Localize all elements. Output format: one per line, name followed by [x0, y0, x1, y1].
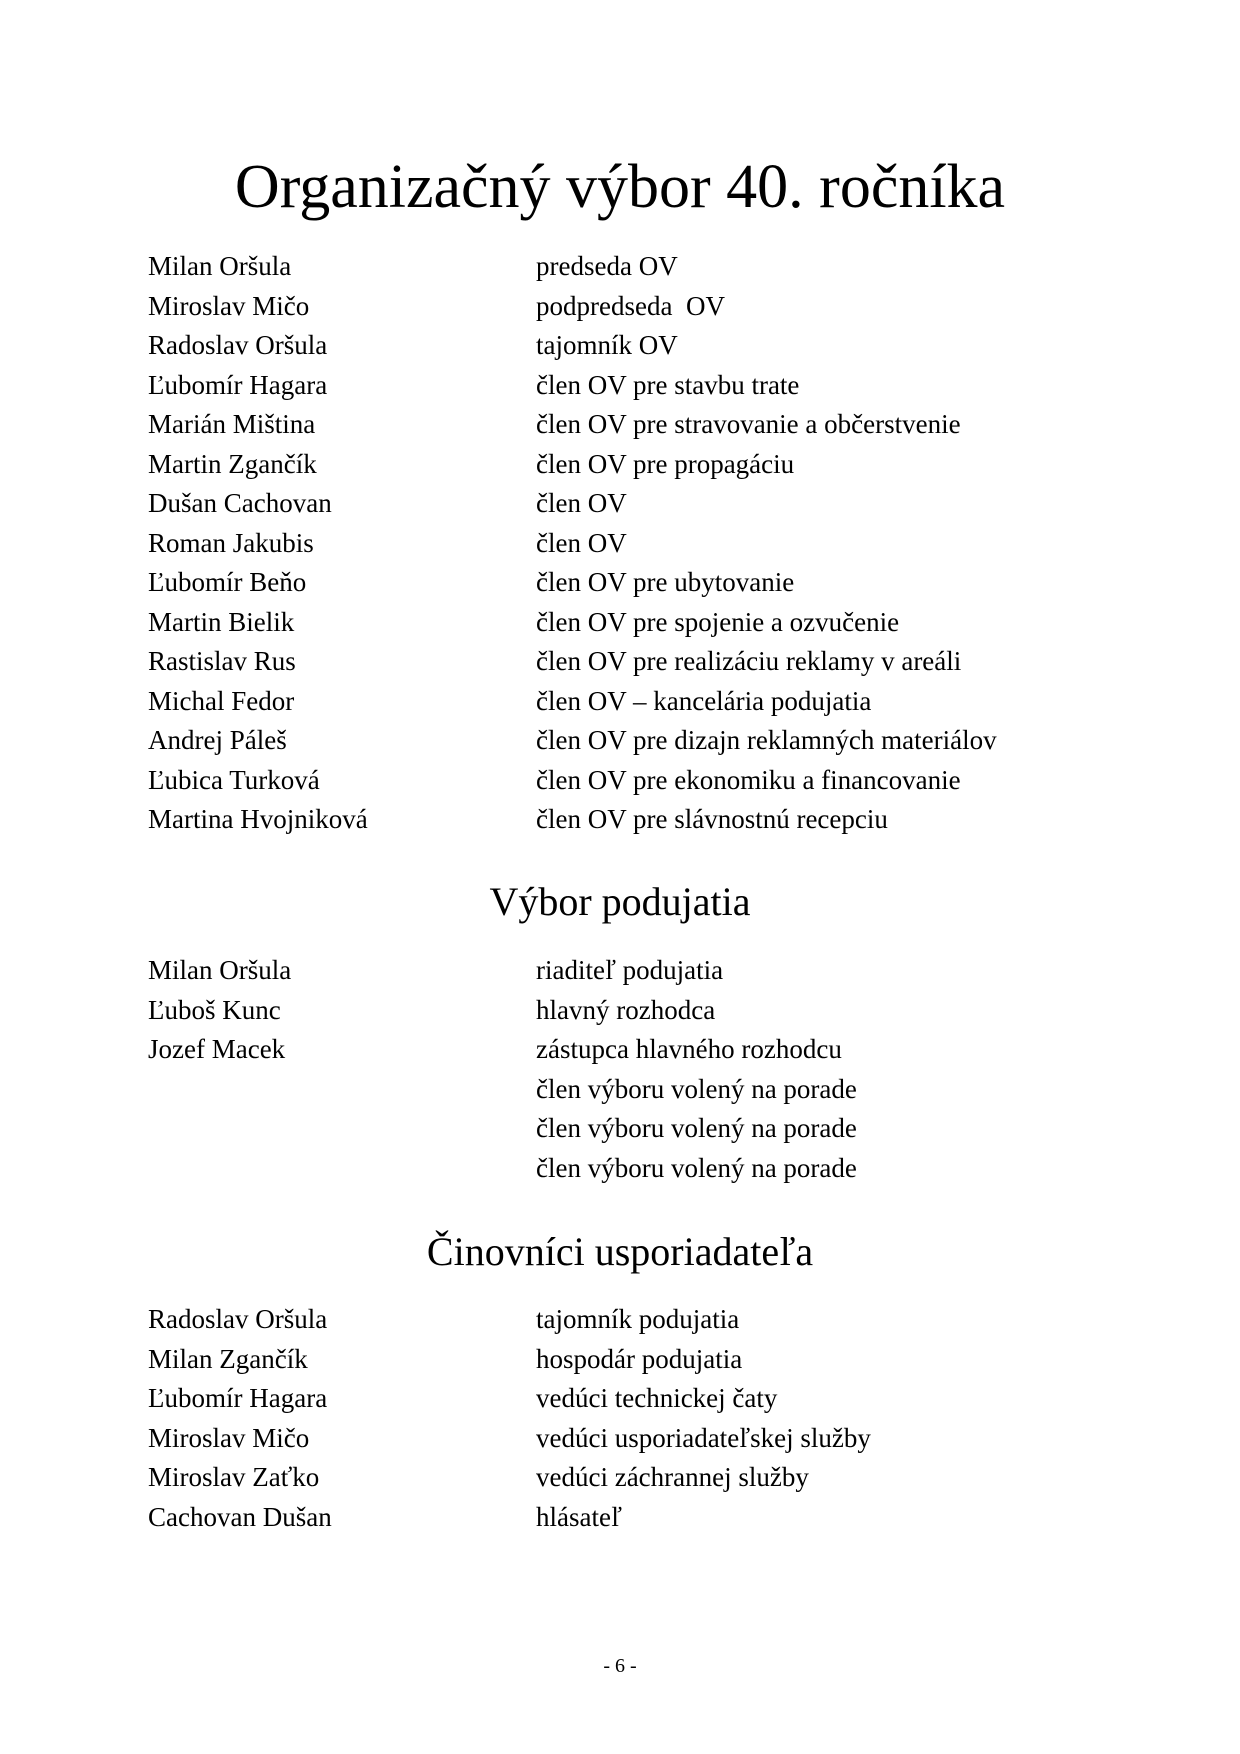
committee-row: [148, 800, 1108, 840]
member-role: riaditeľ podujatia: [536, 955, 724, 986]
member-name: Dušan Cachovan: [148, 488, 332, 519]
committee-row: [148, 603, 1108, 643]
member-role: člen OV – kancelária podujatia: [536, 685, 872, 716]
member-name: Radoslav Oršula: [148, 330, 328, 361]
member-name: Martin Zgančík: [148, 448, 317, 479]
member-role: vedúci technickej čaty: [536, 1383, 778, 1414]
committee-row: [148, 721, 1108, 761]
committee-row: [148, 682, 1108, 722]
member-name: Marián Miština: [148, 409, 316, 440]
committee-row: [148, 326, 1108, 366]
committee-row: [148, 1030, 1108, 1070]
member-role: člen OV pre ubytovanie: [536, 567, 795, 598]
page-number: - 6 -: [603, 1655, 637, 1677]
committee-row: [148, 991, 1108, 1031]
committee-row: [148, 445, 1108, 485]
committee-row: [148, 247, 1108, 287]
section-heading-officials: Činovníci usporiadateľa: [426, 1229, 814, 1274]
officials-list: [148, 1300, 1108, 1537]
member-name: Ľubomír Hagara: [148, 1383, 328, 1414]
committee-row: [148, 1070, 1108, 1110]
member-name: Cachovan Dušan: [148, 1501, 332, 1532]
member-role: člen OV: [536, 488, 627, 519]
member-name: Martin Bielik: [148, 606, 295, 637]
committee-row: [148, 484, 1108, 524]
member-role: člen výboru volený na porade: [536, 1113, 857, 1144]
member-role: člen OV pre realizáciu reklamy v areáli: [536, 646, 962, 677]
section-heading-event-committee: Výbor podujatia: [489, 879, 751, 924]
member-role: člen OV pre stavbu trate: [536, 369, 800, 400]
member-role: člen OV: [536, 527, 627, 558]
member-name: Ľubomír Beňo: [148, 567, 307, 598]
member-role: člen OV pre dizajn reklamných materiálov: [536, 725, 997, 756]
committee-row: [148, 1458, 1108, 1498]
member-name: Martina Hvojniková: [148, 804, 368, 835]
committee-row: [148, 287, 1108, 327]
member-role: člen výboru volený na porade: [536, 1152, 857, 1183]
committee-row: [148, 1109, 1108, 1149]
member-name: Ľuboš Kunc: [148, 994, 281, 1025]
member-name: Michal Fedor: [148, 685, 295, 716]
committee-row: [148, 1419, 1108, 1459]
member-role: hlavný rozhodca: [536, 994, 716, 1025]
page-title: Organizačný výbor 40. ročníka: [234, 153, 1006, 221]
member-name: Ľubomír Hagara: [148, 369, 328, 400]
member-role: člen OV pre stravovanie a občerstvenie: [536, 409, 961, 440]
member-role: vedúci záchrannej služby: [536, 1462, 809, 1493]
committee-row: [148, 951, 1108, 991]
member-role: zástupca hlavného rozhodcu: [536, 1034, 842, 1065]
member-name: Milan Oršula: [148, 251, 292, 282]
member-role: hospodár podujatia: [536, 1343, 743, 1374]
committee-row: [148, 1498, 1108, 1538]
member-name: Miroslav Zaťko: [148, 1462, 320, 1493]
member-role: člen OV pre slávnostnú recepciu: [536, 804, 888, 835]
member-role: tajomník OV: [536, 330, 678, 361]
member-name: Roman Jakubis: [148, 527, 314, 558]
committee-row: [148, 405, 1108, 445]
committee-row: [148, 1300, 1108, 1340]
member-role: hlásateľ: [536, 1501, 622, 1532]
member-role: podpredseda OV: [536, 290, 725, 321]
member-role: predseda OV: [536, 251, 678, 282]
member-name: Rastislav Rus: [148, 646, 296, 677]
member-name: Miroslav Mičo: [148, 290, 310, 321]
member-role: člen OV pre spojenie a ozvučenie: [536, 606, 900, 637]
member-name: Andrej Páleš: [148, 725, 287, 756]
member-role: člen OV pre propagáciu: [536, 448, 795, 479]
committee-row: [148, 366, 1108, 406]
organizing-committee-list: [148, 247, 1108, 840]
member-name: Miroslav Mičo: [148, 1422, 310, 1453]
committee-row: [148, 563, 1108, 603]
committee-row: [148, 524, 1108, 564]
committee-row: [148, 642, 1108, 682]
event-committee-list: [148, 951, 1108, 1188]
member-role: člen výboru volený na porade: [536, 1073, 857, 1104]
member-name: Jozef Macek: [148, 1034, 286, 1065]
committee-row: [148, 1149, 1108, 1189]
committee-row: [148, 1340, 1108, 1380]
member-role: člen OV pre ekonomiku a financovanie: [536, 764, 961, 795]
member-name: Milan Oršula: [148, 955, 292, 986]
member-name: Milan Zgančík: [148, 1343, 308, 1374]
committee-row: [148, 761, 1108, 801]
member-role: tajomník podujatia: [536, 1304, 740, 1335]
member-role: vedúci usporiadateľskej služby: [536, 1422, 871, 1453]
member-name: Radoslav Oršula: [148, 1304, 328, 1335]
member-name: Ľubica Turková: [148, 764, 320, 795]
committee-row: [148, 1379, 1108, 1419]
